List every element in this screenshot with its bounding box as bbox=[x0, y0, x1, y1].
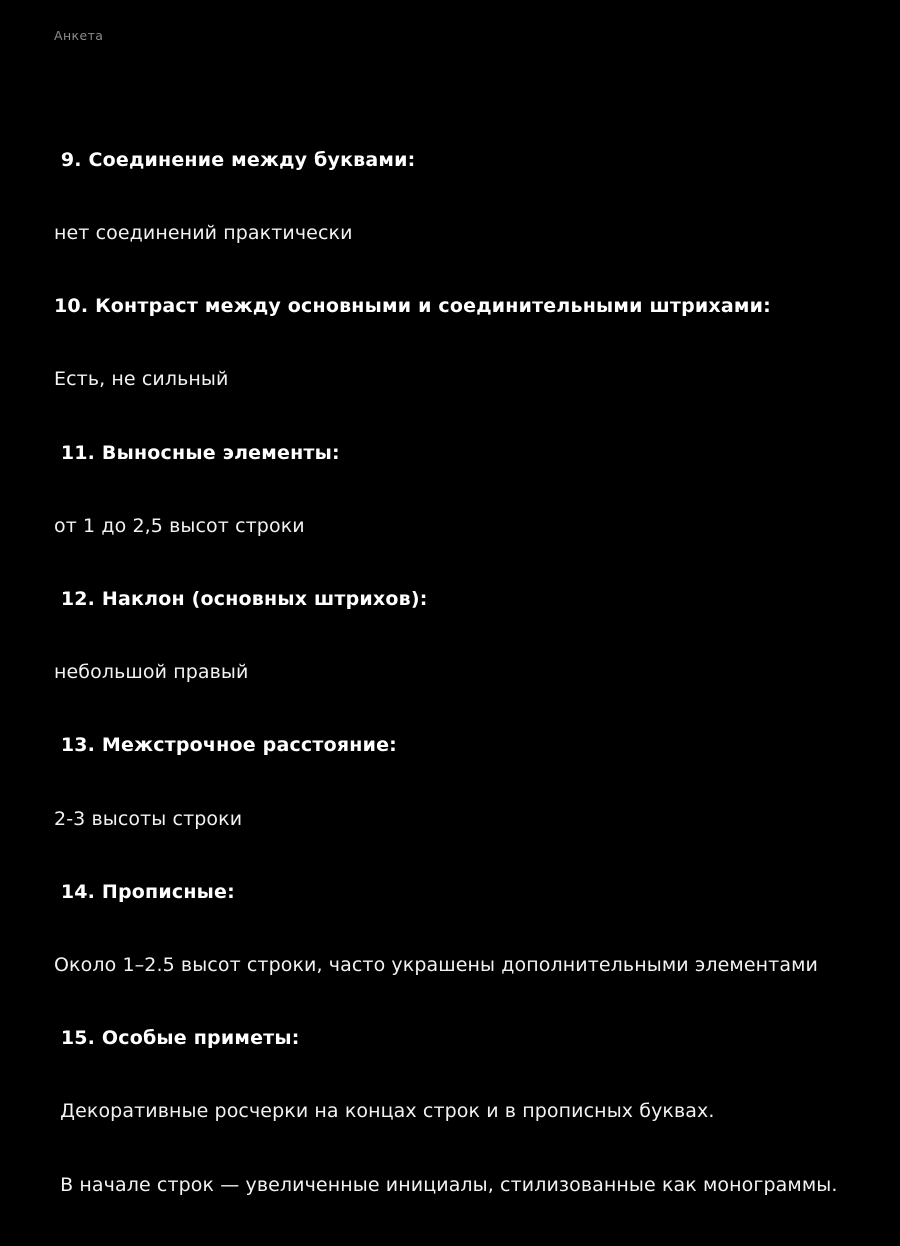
answer-line-9: нет соединений практически bbox=[54, 222, 353, 245]
question-line-12: 12. Наклон (основных штрихов): bbox=[54, 588, 428, 611]
answer-line-15a: Декоративные росчерки на концах строк и в прописных буквах. bbox=[54, 1100, 715, 1123]
question-line-11: 11. Выносные элементы: bbox=[54, 441, 340, 464]
answer-line-14: Около 1–2.5 высот строки, часто украшены дополнительными элементами bbox=[54, 954, 818, 977]
questionnaire-text-block bbox=[54, 99, 838, 1246]
question-line-14: 14. Прописные: bbox=[54, 880, 235, 903]
question-line-9: 9. Соединение между буквами: bbox=[54, 148, 416, 171]
question-line-15: 15. Особые приметы: bbox=[54, 1027, 300, 1050]
answer-line-12: небольшой правый bbox=[54, 661, 249, 684]
document-title: Анкета bbox=[54, 28, 104, 43]
answer-line-11: от 1 до 2,5 высот строки bbox=[54, 514, 305, 537]
answer-line-15b: В начале строк — увеличенные инициалы, стилизованные как монограммы. bbox=[54, 1173, 838, 1196]
answer-line-10: Есть, не сильный bbox=[54, 368, 229, 391]
question-line-13: 13. Межстрочное расстояние: bbox=[54, 734, 397, 757]
question-line-10: 10. Контраст между основными и соединительными штрихами: bbox=[54, 295, 771, 318]
answer-line-13: 2-3 высоты строки bbox=[54, 807, 243, 830]
